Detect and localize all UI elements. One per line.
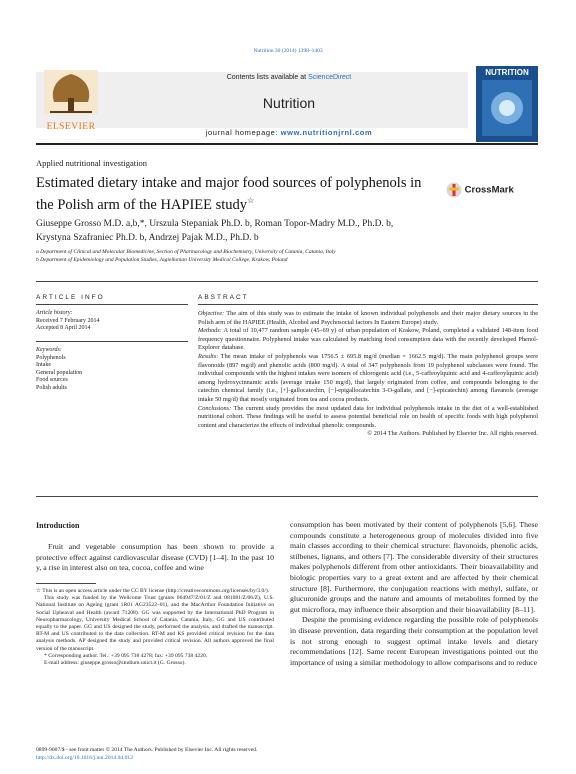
received-date: Received 7 February 2014 [36,317,100,324]
conclusions-text: The current study provides the most updated data for individual polyphenols intake in the diet of a well-established nutritional cohort. These findings will be useful to assess potential beneficial role on health of specific foods with high polyphenol content and characterize the effects of individual phenolic compounds. [198,404,538,429]
footnote-license: ☆ This is an open access article under the CC BY license (http://creativecommons.org/licenses/by/3.0/). [36,588,270,594]
footnote-email: E-mail address: giuseppe.grosso@studium.unict.it (G. Grosso). [44,660,186,667]
methods-label: Methods: [198,327,222,335]
article-info-heading: ARTICLE INFO [36,294,105,301]
introduction-heading: Introduction [36,521,80,530]
footnote-funding: This study was funded by the Wellcome Trust (grants 064947/Z/01/Z and 081081/Z/06/Z), U.S. National Institute on Ageing (grant 1R01 AG23522–01), and the MacArthur Foundation Initiative on Social Upheaval and Health (award 71208). GG was supported by the International PhD Program in Neuropharmacology, University Medical School of Catania, Catania, Italy. GG and US contributed equally to the paper. GG and US designed the study, performed the analysis, and drafted the manuscript. RT-M and US contributed to the data collection. RT-M and KS provided critical revision for the data analysis methods. AP designed the study and provided critical revision. All authors approved the final version of the manuscript. [36,595,274,652]
crossmark-badge[interactable] [446,182,538,198]
crossmark-icon [446,182,462,198]
journal-name: Nutrition [262,95,316,111]
elsevier-wordmark: ELSEVIER [46,122,96,132]
contents-availability [110,74,468,81]
keywords-block [36,347,196,392]
abstract-conclusions [198,405,538,431]
keyword-item: General population [36,369,83,376]
objective-text: The aim of this study was to estimate the intake of known individual polyphenols and their major dietary sources in the Polish arm of the HAPIEE (Health, Alcohol and Psychosocial factors In Eastern Europe) study. [198,310,538,326]
article-title [36,175,436,214]
section-label: Applied nutritional investigation [36,158,147,168]
article-info-rule [36,304,188,305]
right-column-paragraph-2: Despite the promising evidence regarding the possible role of polyphenols in disease prevention, data regarding their consumption at the population level is not strong enough to suggest optimal intake levels and dietary recommendations [12]. Same recent European investigations pointed out the importance of using a similar methodology to allow comparisons and to reduce [290,615,538,667]
abstract-results [198,353,538,405]
issn-line: 0899-9007/$ - see front matter © 2014 The Authors. Published by Elsevier Inc. All rights reserved. [36,747,258,753]
accepted-date: Accepted 8 April 2014 [36,325,91,331]
keywords-label: Keywords: [36,347,62,353]
affiliation-rule [36,281,538,282]
results-text: The mean intake of polyphenols was 1756.5 ± 695.8 mg/d (median = 1662.5 mg/d). The main polyphenol groups were flavonoids (897 mg/d) and phenolic acids (800 mg/d). A total of 347 polyphenols from 19 polyphenol subclasses were found. The individual compounds with the highest intakes were isomers of chlorogenic acid (i.e., 5-caffeoylquinic acid and 4-caffeoylquinic acid) among hydroxycinnamic acids (average intake 150 mg/d), that largely originated from coffee, and compounds belonging to the catechin chemical family (i.e., [+]-gallocatechin, [−]-epigallocatechin 3-O-gallate, and [−]-epicatechin) among flavanols (average intake 50 mg/d) that mostly originated from tea and cocoa products. [198,352,538,403]
abstract-body [198,310,538,439]
affiliation-a: a Department of Clinical and Molecular Biomedicine, Section of Pharmacology and Biochemistry, University of Catania, Catania, Italy [36,249,336,255]
sciencedirect-link[interactable]: ScienceDirect [308,74,352,81]
keyword-item: Food sources [36,377,68,383]
abstract-heading: ABSTRACT [198,294,249,301]
title-footnote-mark: ☆ [247,196,255,205]
authors-line: Giuseppe Grosso M.D. a,b,*, Urszula Stepaniak Ph.D. b, Roman Topor-Madry M.D., Ph.D. b, [36,219,394,229]
homepage-prefix: journal homepage: [205,128,281,137]
keyword-item: Polish adults [36,384,67,391]
conclusions-label: Conclusions: [198,404,232,412]
footnote-rule [36,583,96,584]
crossmark-label: CrossMark [464,184,514,196]
authors-line: Krystyna Szafraniec Ph.D. b, Andrzej Pajak M.D., Ph.D. b [36,233,259,243]
introduction-paragraph: Fruit and vegetable consumption has been shown to provide a protective effect against cardiovascular disease (CVD) [1–4]. In the past 10 y, a rise in interest also on tea, cocoa, coffee and wine [36,542,274,573]
journal-reference: Nutrition 30 (2014) 1398–1403 [253,48,323,54]
contents-prefix: Contents lists available at [226,74,309,81]
abstract-copyright: © 2014 The Authors. Published by Elsevier Inc. All rights reserved. [367,430,538,438]
article-title-text: Estimated dietary intake and major food sources of polyphenols in the Polish arm of the HAPIEE study [36,175,422,213]
methods-text: A total of 10,477 random sample (45–69 y) of urban population of Krakow, Poland, completed a validated 148-item food frequency questionnaire. Polyphenol intake was calculated by matching food consumption data with the recently developed Phenol-Explorer database. [198,327,538,352]
abstract-methods [198,327,538,353]
header-rule [36,143,538,145]
right-column [290,520,538,668]
abstract-objective [198,310,538,327]
journal-cover [476,66,538,142]
journal-homepage [110,128,468,137]
right-column-paragraph-1: consumption has been motivated by their content of polyphenols [5,6]. These compounds constitute a heterogeneous group of molecules divided into five main classes according to their chemical structure: flavonoids, phenolic acids, stilbenes, lignans, and others [7]. The considerable diversity of their structures makes polyphenols different from other antioxidants. Their bioavailability and biologic properties vary to a great extent and are affected by their chemical structure [8]. Furthermore, the conjugation reactions with methyl, sulfate, or glucuronide groups and the nature and amounts of metabolites formed by the gut microflora, may influence their absorption and their bioavailability [8–11]. [290,520,538,614]
article-history [36,310,196,333]
affiliation-b: b Department of Epidemiology and Population Studies, Jagiellonian University Medical College, Krakow, Poland [36,257,288,263]
keyword-item: Polyphenols [36,354,66,361]
footnotes [36,588,274,667]
abstract-rule [198,304,538,305]
cover-title: NUTRITION [485,68,529,77]
objective-label: Objective: [198,310,225,317]
keyword-item: Intake [36,362,51,368]
history-label: Article history: [36,310,73,316]
author-list [36,217,536,245]
homepage-link[interactable]: www.nutritionjrnl.com [280,128,373,137]
doi-link[interactable]: http://dx.doi.org/10.1016/j.nut.2014.04.012 [36,755,134,761]
footnote-corresponding: * Corresponding author. Tel.: +39 095 738 4278; fax: +39 095 738 4220. [44,652,208,659]
results-label: Results: [198,352,219,360]
abstract-end-rule [36,496,538,497]
